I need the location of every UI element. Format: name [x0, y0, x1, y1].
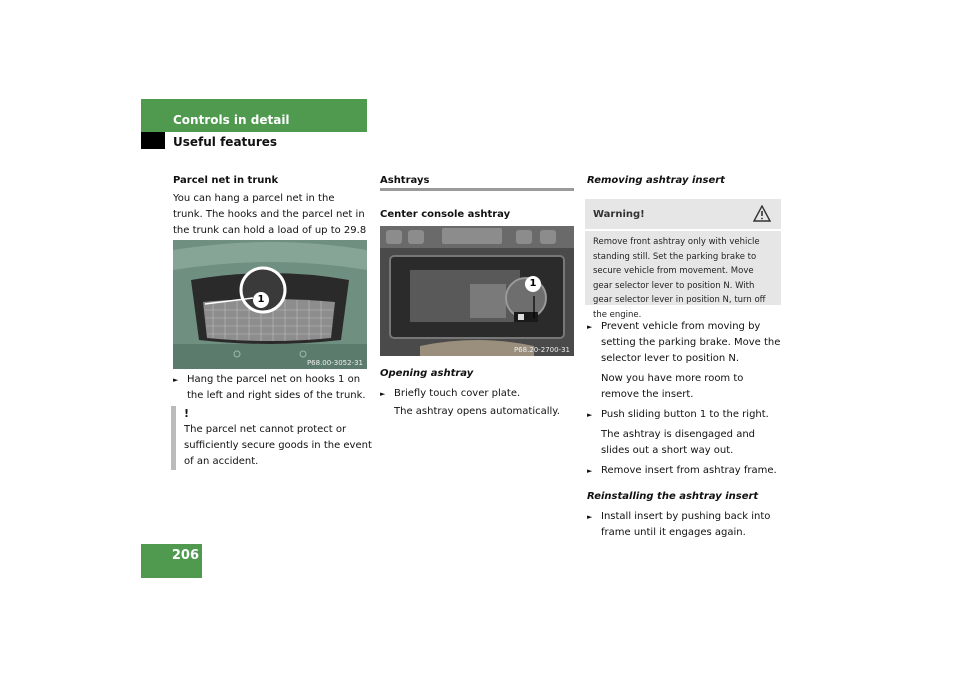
warning-box — [585, 199, 781, 320]
warning-text: Remove front ashtray only with vehicle standing still. Set the parking brake to secure vehicle from movement. Move gear selector lever to position N. With gear selector lever in position N, turn off the engine. — [593, 237, 766, 320]
step-parking-brake: ► Prevent vehicle from moving by setting the parking brake. Move the selector lever to position N. — [587, 319, 781, 367]
removing-heading: Removing ashtray insert — [587, 175, 725, 186]
trunk-figure — [173, 240, 367, 369]
removing-steps — [587, 319, 781, 541]
reinstalling-heading: Reinstalling the ashtray insert — [587, 491, 759, 502]
opening-step: ► Briefly touch cover plate. — [380, 386, 574, 402]
callout-1: 1 — [253, 292, 269, 308]
callout-1: 1 — [525, 276, 541, 292]
note-text: The parcel net cannot protect or sufficiently secure goods in the event of an accident. — [184, 424, 372, 467]
note-mark: ! — [184, 407, 190, 420]
parcel-net-intro: You can hang a parcel net in the trunk. The hooks and the parcel net in the trunk can hold a load of up to 29.8 — [173, 193, 367, 236]
warning-triangle-icon — [753, 205, 771, 223]
opening-heading: Opening ashtray — [380, 368, 474, 379]
section-title: Useful features — [173, 135, 278, 149]
parcel-net-note — [171, 406, 380, 470]
step-install-insert: ► Install insert by pushing back into frame until it engages again. — [587, 509, 781, 541]
warning-divider — [585, 229, 781, 231]
ashtray-figure — [380, 226, 574, 356]
parcel-net-heading: Parcel net in trunk — [173, 175, 279, 186]
parcel-net-step: ► Hang the parcel net on hooks 1 on the left and right sides of the trunk. — [173, 372, 367, 404]
figure-code: P68.00-3052-31 — [306, 359, 363, 367]
step-parking-brake-result: Now you have more room to remove the insert. — [601, 373, 744, 400]
step-sliding-button: ► Push sliding button 1 to the right. — [587, 407, 781, 423]
step-sliding-button-result: The ashtray is disengaged and slides out a short way out. — [601, 429, 756, 456]
figure-code: P68.20-2700-31 — [513, 346, 570, 354]
warning-title: Warning! — [593, 209, 645, 220]
page-number: 206 — [171, 548, 199, 563]
opening-result: The ashtray opens automatically. — [394, 406, 560, 417]
ashtrays-heading: Ashtrays — [380, 175, 430, 186]
ashtray-illustration — [380, 226, 574, 356]
trunk-illustration — [173, 240, 367, 369]
center-console-heading: Center console ashtray — [380, 209, 511, 220]
chapter-title: Controls in detail — [173, 113, 290, 127]
opening-ashtray — [380, 366, 574, 420]
header-marker — [141, 132, 165, 149]
step-remove-insert: ► Remove insert from ashtray frame. — [587, 463, 781, 479]
section-rule — [380, 188, 574, 191]
